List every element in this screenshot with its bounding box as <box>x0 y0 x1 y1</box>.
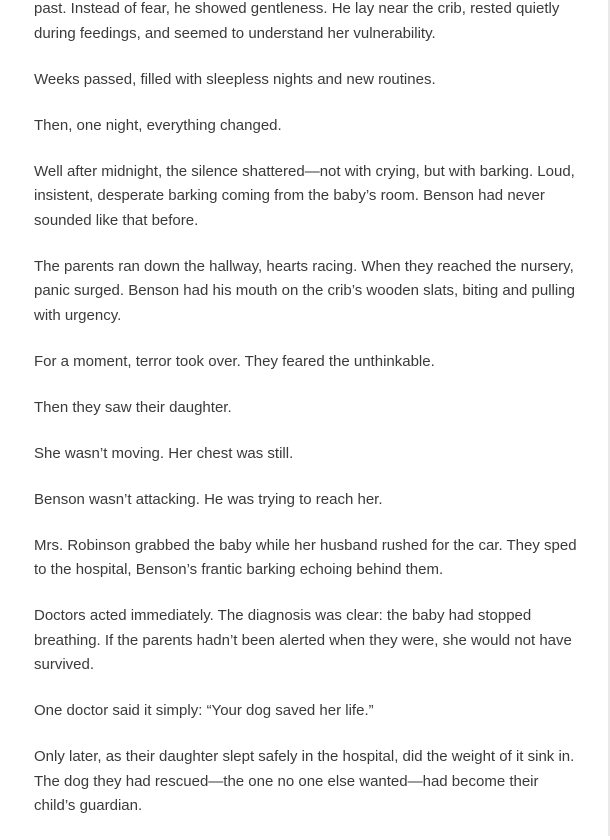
paragraph-4: Well after midnight, the silence shattered—not with crying, but with barking. Loud, insistent, desperate barking coming from the baby’s room. Benson had never sounded like that before. <box>34 162 575 229</box>
paragraph-9: Benson wasn’t attacking. He was trying to reach her. <box>34 490 383 508</box>
paragraph-7: Then they saw their daughter. <box>34 398 232 416</box>
paragraph-13: Only later, as their daughter slept safely in the hospital, did the weight of it sink in. The dog they had rescued—the one no one else wanted—had become their child’s guardian. <box>34 748 575 814</box>
paragraph-2: Weeks passed, filled with sleepless nights and new routines. <box>34 70 436 88</box>
paragraph-5: The parents ran down the hallway, hearts racing. When they reached the nursery, panic surged. Benson had his mouth on the crib’s wooden slats, biting and pulling with urgency. <box>34 257 575 324</box>
paragraph-8: She wasn’t moving. Her chest was still. <box>34 444 294 462</box>
article-body <box>34 0 579 840</box>
paragraph-3: Then, one night, everything changed. <box>34 116 282 134</box>
paragraph-10: Mrs. Robinson grabbed the baby while her husband rushed for the car. They sped to the hospital, Benson’s frantic barking echoing behind them. <box>34 536 577 578</box>
paragraph-1: past. Instead of fear, he showed gentleness. He lay near the crib, rested quietly during feedings, and seemed to understand her vulnerability. <box>34 0 560 42</box>
paragraph-12: One doctor said it simply: “Your dog saved her life.” <box>34 702 374 719</box>
paragraph-6: For a moment, terror took over. They feared the unthinkable. <box>34 352 435 370</box>
paragraph-11: Doctors acted immediately. The diagnosis was clear: the baby had stopped breathing. If the parents hadn’t been alerted when they were, she would not have survived. <box>34 607 572 673</box>
